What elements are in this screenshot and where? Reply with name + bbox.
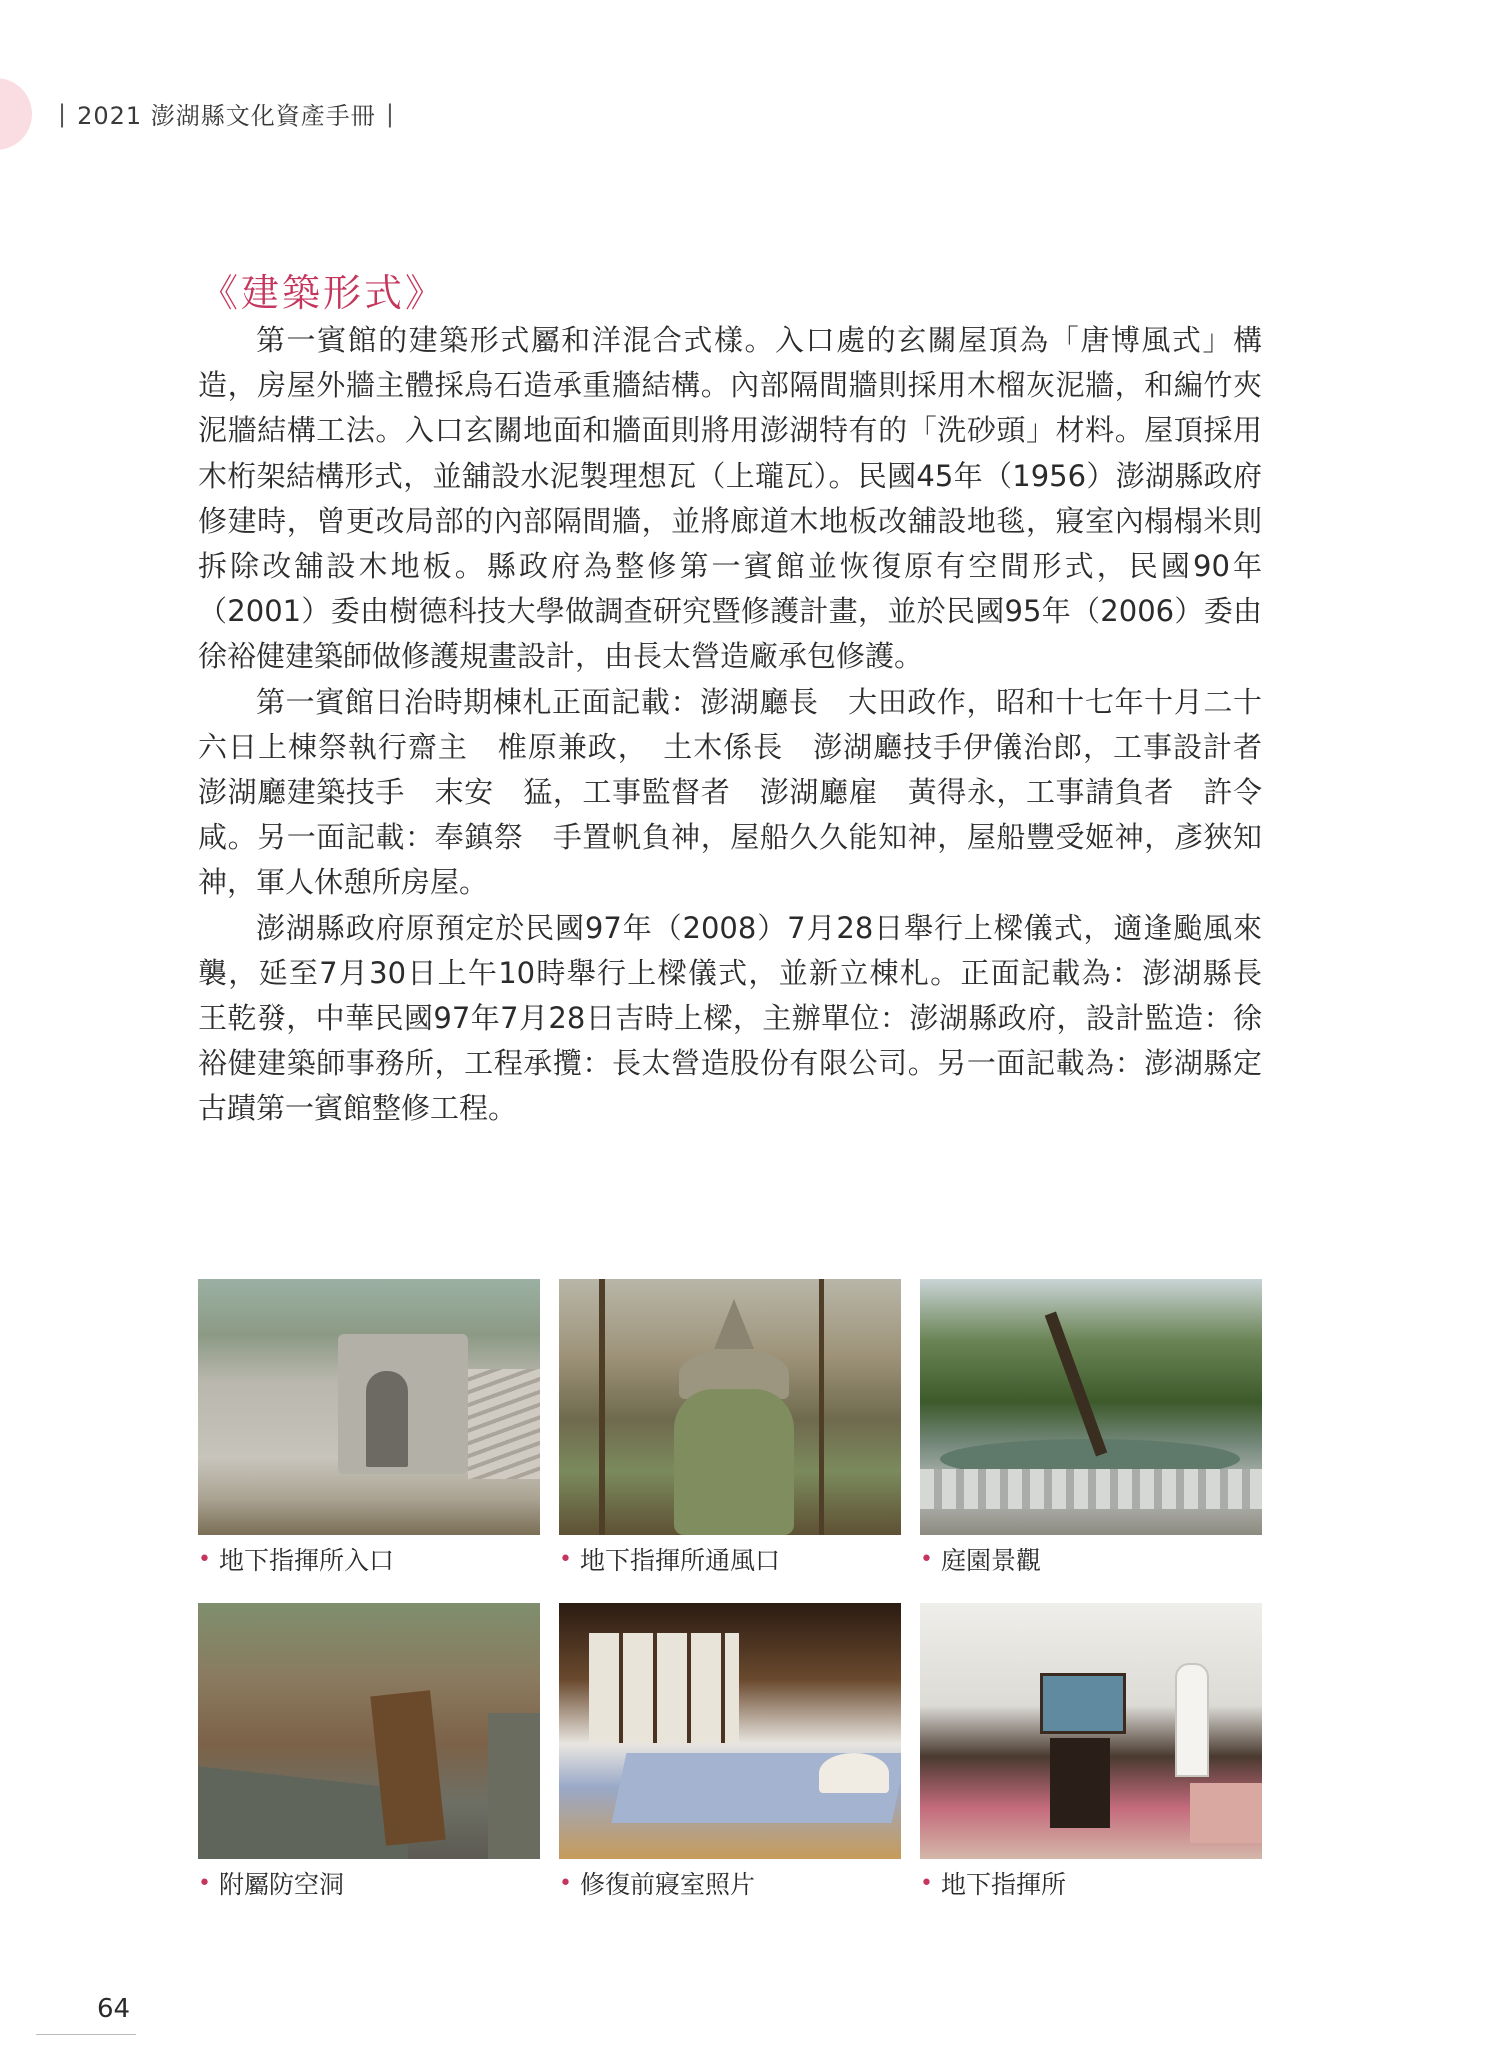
photo-caption	[559, 1865, 901, 1901]
photo-card	[920, 1279, 1262, 1577]
photo-caption	[920, 1541, 1262, 1577]
bullet-icon: •	[559, 1870, 572, 1896]
photo-card	[559, 1279, 901, 1577]
header-title: 2021 澎湖縣文化資產手冊	[77, 102, 376, 130]
bullet-icon: •	[559, 1546, 572, 1572]
photo-caption	[559, 1541, 901, 1577]
photo-caption	[198, 1865, 540, 1901]
photo-garden-view	[920, 1279, 1262, 1535]
bullet-icon: •	[920, 1870, 933, 1896]
photo-caption	[198, 1541, 540, 1577]
running-header	[58, 96, 395, 131]
photo-gallery	[198, 1279, 1262, 1901]
photo-bedroom-before-restoration	[559, 1603, 901, 1859]
caption-text: 庭園景觀	[940, 1546, 1041, 1575]
bullet-icon: •	[198, 1870, 211, 1896]
paragraph: 澎湖縣政府原預定於民國97年（2008）7月28日舉行上樑儀式，適逢颱風來襲，延至7月30日上午10時舉行上樑儀式，並新立棟札。正面記載為：澎湖縣長 王乾發，中華民國97年7月28日吉時上樑，主辦單位：澎湖縣政府，設計監造：徐裕健建築師事務所，工程承攬：長太營造股份有限公司。另一面記載為：澎湖縣定古蹟第一賓館整修工程。	[198, 910, 1292, 1126]
photo-air-raid-shelter	[198, 1603, 540, 1859]
bullet-icon: •	[920, 1546, 933, 1572]
photo-card	[559, 1603, 901, 1901]
photo-card	[198, 1603, 540, 1901]
caption-text: 地下指揮所通風口	[579, 1546, 780, 1575]
photo-ventilation-shaft	[559, 1279, 901, 1535]
caption-text: 地下指揮所入口	[218, 1546, 394, 1575]
paragraph: 第一賓館的建築形式屬和洋混合式樣。入口處的玄關屋頂為「唐博風式」構造，房屋外牆主體採烏石造承重牆結構。內部隔間牆則採用木榴灰泥牆，和編竹夾泥牆結構工法。入口玄關地面和牆面則將用澎湖特有的「洗砂頭」材料。屋頂採用木桁架結構形式，並舖設水泥製理想瓦（上瓏瓦）。民國45年（1956）澎湖縣政府修建時，曾更改局部的內部隔間牆，並將廊道木地板改舖設地毯，寢室內榻榻米則拆除改舖設木地板。縣政府為整修第一賓館並恢復原有空間形式，民國90年（2001）委由樹德科技大學做調查研究暨修護計畫，並於民國95年（2006）委由徐裕健建築師做修護規畫設計，由長太營造廠承包修護。	[198, 323, 1262, 674]
caption-text: 修復前寢室照片	[579, 1870, 755, 1899]
caption-text: 地下指揮所	[940, 1870, 1066, 1899]
paragraph: 第一賓館日治時期棟札正面記載：澎湖廳長 大田政作，昭和十七年十月二十六日上棟祭執行齋主 椎原兼政， 土木係長 澎湖廳技手伊儀治郎，工事設計者 澎湖廳建築技手 末安 猛，工事監督者 澎湖廳雇 黃得永，工事請負者 許令咸。另一面記載：奉鎮祭 手置帆負神，屋船久久能知神，屋船豐受姬神，彥狹知神，軍人休憩所房屋。	[198, 684, 1292, 900]
photo-card	[920, 1603, 1262, 1901]
header-divider: |	[385, 99, 395, 128]
photo-command-post-entrance	[198, 1279, 540, 1535]
header-divider: |	[58, 99, 68, 128]
page-number: 64	[97, 1994, 131, 2024]
caption-text: 附屬防空洞	[218, 1870, 344, 1899]
bullet-icon: •	[198, 1546, 211, 1572]
photo-card	[198, 1279, 540, 1577]
photo-caption	[920, 1865, 1262, 1901]
photo-command-post-interior	[920, 1603, 1262, 1859]
section-title: 《建築形式》	[200, 271, 447, 315]
page-number-rule	[36, 2034, 136, 2035]
page-corner-tab	[0, 78, 32, 150]
body-text	[198, 318, 1292, 1132]
